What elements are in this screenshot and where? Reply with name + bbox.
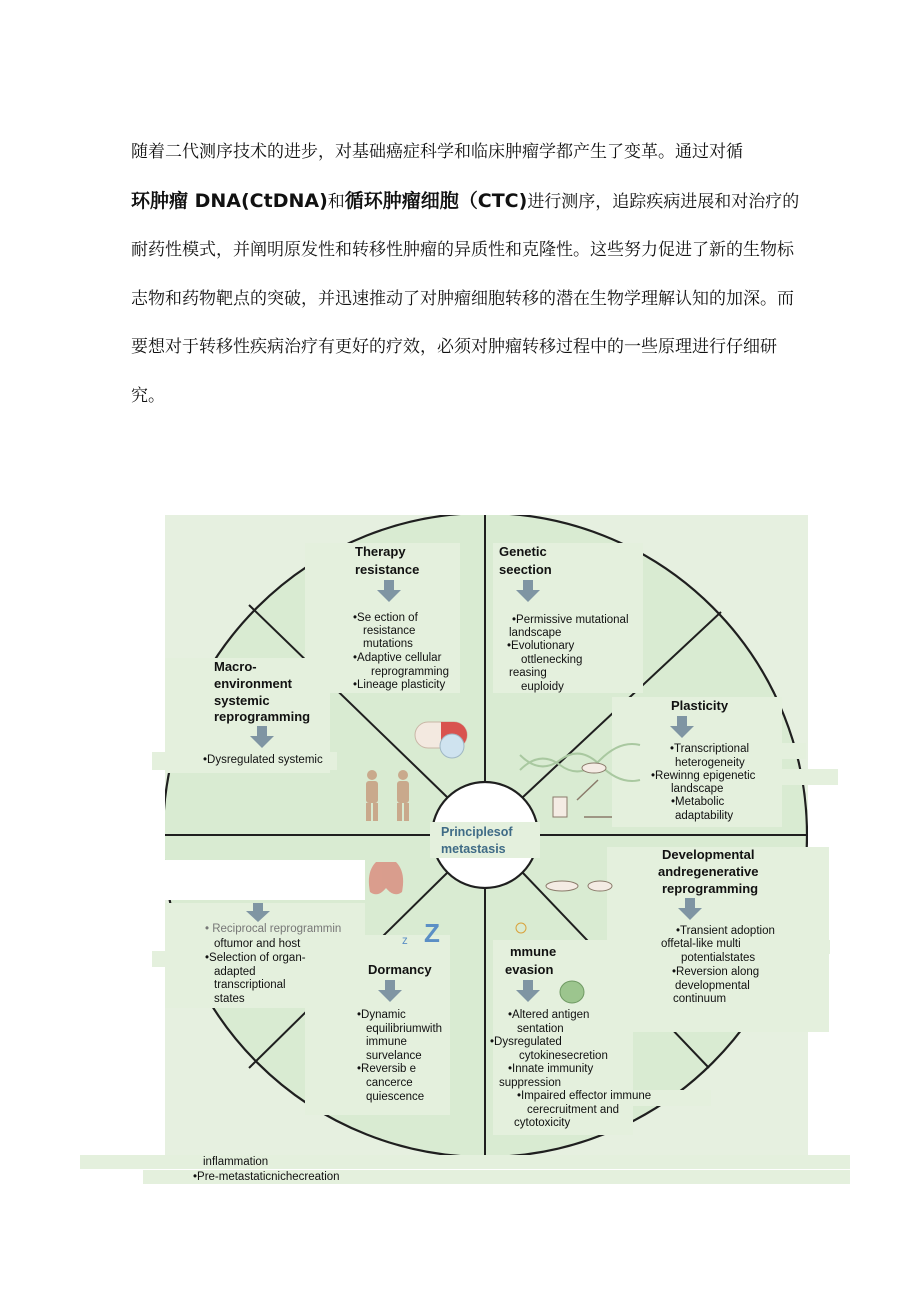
dormancy-item: quiescence <box>366 1091 425 1103</box>
developmental-title-3: reprogramming <box>662 881 759 896</box>
genetic-item: reasing <box>509 667 547 679</box>
therapy-item: •Se ection of <box>353 612 418 624</box>
dormancy-small-z: z <box>402 935 408 947</box>
immune-item: sentation <box>517 1023 564 1035</box>
developmental-item: •Transient adoption <box>676 925 775 937</box>
immune-item: •Innate immunity <box>508 1063 594 1075</box>
organ-item: oftumor and host <box>214 938 301 950</box>
genetic-title-2: seection <box>499 562 552 577</box>
macro-title-3: systemic <box>214 693 270 708</box>
organ-item: transcriptional <box>214 979 286 991</box>
developmental-title-2: andregenerative <box>658 864 759 879</box>
developmental-item: continuum <box>673 993 727 1005</box>
therapy-item: •Adaptive cellular <box>353 652 442 664</box>
intro-bold-ctc: 循环肿瘤细胞（CTC) <box>344 189 528 212</box>
plasticity-item: •Transcriptional <box>670 743 750 755</box>
organ-item: states <box>214 993 245 1005</box>
immune-title-1: mmune <box>510 944 557 959</box>
genetic-item: landscape <box>509 627 562 639</box>
center-label-2: metastasis <box>441 842 506 856</box>
developmental-item: offetal-like multi <box>661 938 741 950</box>
plasticity-item: landscape <box>671 783 724 795</box>
dormancy-item: survelance <box>366 1050 422 1062</box>
dormancy-z-icon: Z <box>424 918 440 948</box>
plasticity-item: heterogeneity <box>675 757 745 769</box>
immune-item: suppression <box>499 1077 562 1089</box>
plasticity-title: Plasticity <box>671 698 729 713</box>
developmental-item: •Reversion along <box>672 966 760 978</box>
genetic-item: •Permissive mutational <box>512 614 629 626</box>
immune-item: •Dysregulated <box>490 1036 562 1048</box>
developmental-item: potentialstates <box>681 952 756 964</box>
organ-item: • Reciprocal reprogrammin <box>205 923 342 935</box>
immune-item: cytokinesecretion <box>519 1050 608 1062</box>
dormancy-item: cancerce <box>366 1077 413 1089</box>
genetic-item: ottlenecking <box>521 654 583 666</box>
developmental-title-1: Developmental <box>662 847 755 862</box>
immune-item: •Impaired effector immune <box>517 1090 652 1102</box>
macro-title-1: Macro- <box>214 659 257 674</box>
developmental-item: developmental <box>675 980 750 992</box>
genetic-item: •Evolutionary <box>507 640 575 652</box>
therapy-title-2: resistance <box>355 562 420 577</box>
macro-item: •Dysregulated systemic <box>203 754 323 766</box>
intro-seg3: 进行测序，追踪疾病进展和对治疗的耐药性模式，并阐明原发性和转移性肿瘤的异质性和克隆性。这些努力促进了新的生物标志物和药物靶点的突破，并迅速推动了对肿瘤细胞转移的潜在生物学理解认知的加深。而要想对于转移性疾病治疗有更好的疗效，必须对肿瘤转移过程中的一些原理进行仔细研究。 <box>131 191 800 406</box>
dormancy-item: •Dynamic <box>357 1009 406 1021</box>
genetic-item: euploidy <box>521 681 564 693</box>
dormancy-item: •Reversib e <box>357 1063 416 1075</box>
plasticity-item: •Rewinng epigenetic <box>651 770 756 782</box>
plasticity-item: adaptability <box>675 810 734 822</box>
macro-item-continued: inflammation <box>203 1156 269 1168</box>
footer-line: •Pre-metastaticnichecreation <box>193 1171 340 1183</box>
immune-item: cytotoxicity <box>514 1117 571 1129</box>
immune-title-2: evasion <box>505 962 554 977</box>
immune-item: cerecruitment and <box>527 1104 620 1116</box>
dormancy-title: Dormancy <box>368 962 432 977</box>
intro-bold-ctdna: 环肿瘤 DNA(CtDNA) <box>131 189 328 212</box>
therapy-item: •Lineage plasticity <box>353 679 446 691</box>
organ-item: •Selection of organ- <box>205 952 306 964</box>
genetic-title-1: Genetic <box>499 544 547 559</box>
dormancy-item: equilibriumwith <box>366 1023 443 1035</box>
intro-seg2: 和 <box>327 191 345 212</box>
organ-item: adapted <box>214 966 256 978</box>
therapy-item: mutations <box>363 638 413 650</box>
macro-title-2: environment <box>214 676 293 691</box>
immune-item: •Altered antigen <box>508 1009 590 1021</box>
center-label-1: Principlesof <box>441 825 513 839</box>
dormancy-item: immune <box>366 1036 407 1048</box>
therapy-item: reprogramming <box>371 666 449 678</box>
therapy-item: resistance <box>363 625 416 637</box>
plasticity-item: •Metabolic <box>671 796 725 808</box>
intro-seg1: 随着二代测序技术的进步，对基础癌症科学和临床肿瘤学都产生了变革。通过对循 <box>131 142 743 162</box>
macro-title-4: reprogramming <box>214 709 311 724</box>
therapy-title-1: Therapy <box>355 544 406 559</box>
